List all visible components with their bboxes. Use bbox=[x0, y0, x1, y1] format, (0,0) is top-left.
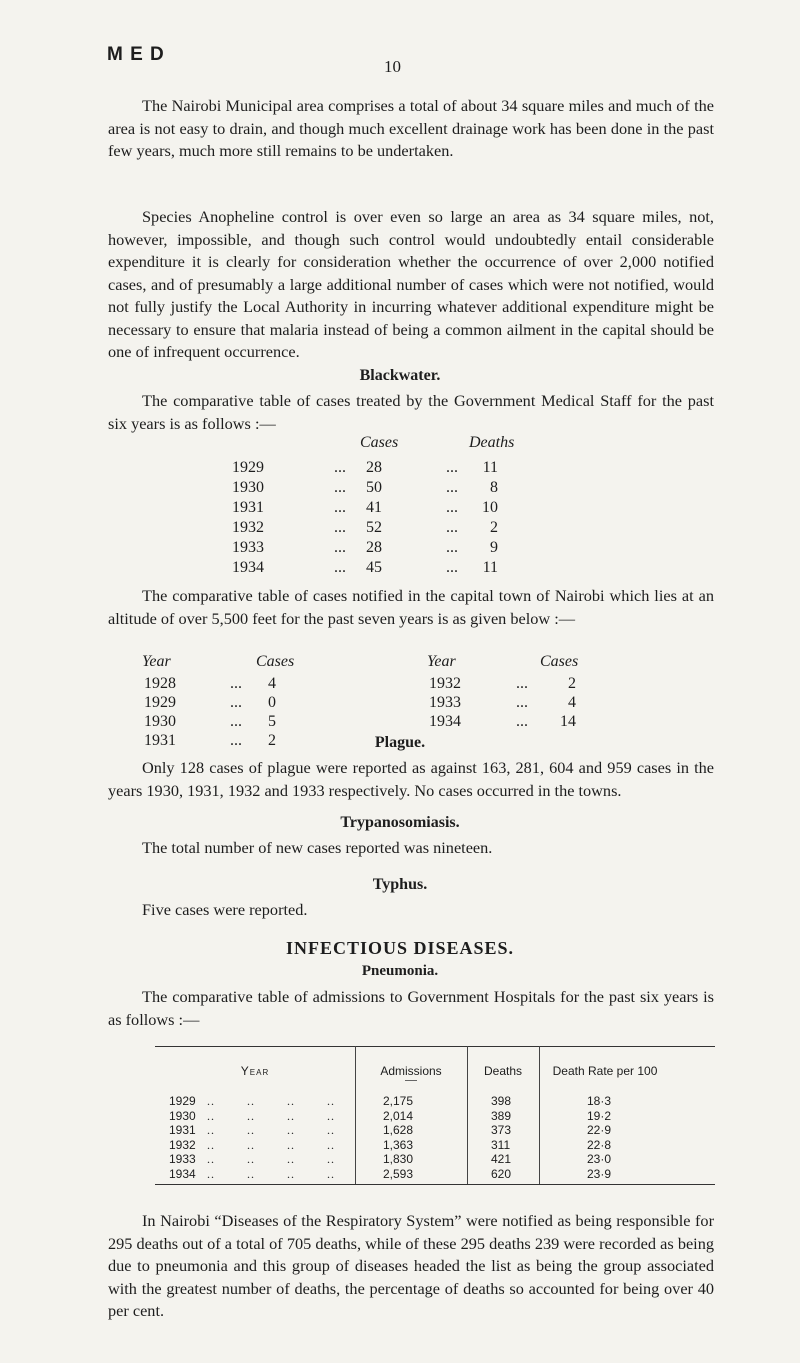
blackwater-intro2 bbox=[108, 585, 714, 630]
blackwater-row-dots-1: ... bbox=[334, 519, 346, 536]
admissions-row-deaths: 389 bbox=[491, 1108, 512, 1123]
blackwater-intro bbox=[108, 390, 714, 435]
page-number: 10 bbox=[384, 57, 401, 76]
section-mark: M E D bbox=[107, 44, 165, 65]
blackwater-row-year: 1933 bbox=[232, 539, 264, 556]
blackwater-row-year: 1934 bbox=[232, 559, 264, 576]
col-header-year-left: Year bbox=[142, 653, 171, 670]
admissions-row-year: 1929 bbox=[169, 1094, 196, 1108]
blackwater-row-dots-1: ... bbox=[334, 559, 346, 576]
admissions-row-deaths: 311 bbox=[491, 1137, 511, 1152]
blackwater-row-deaths: 8 bbox=[490, 479, 498, 496]
town-row-dots-left: ... bbox=[230, 675, 242, 692]
paragraph-anopheline bbox=[108, 206, 714, 364]
paragraph-drainage-text: The Nairobi Municipal area comprises a total of about 34 square miles and much of the area is not easy to drain, and though much excellent drainage work has been done in the past few years, much more still remains to be undertaken. bbox=[108, 96, 714, 160]
admissions-row-year: 1932 bbox=[169, 1137, 196, 1152]
admissions-row-year: 1933 bbox=[169, 1152, 196, 1166]
admissions-row-deaths: 398 bbox=[491, 1094, 512, 1108]
blackwater-row-dots-1: ... bbox=[334, 499, 346, 516]
admissions-row-rate: 19·2 bbox=[587, 1108, 612, 1123]
town-row-cases-left: 0 bbox=[268, 694, 276, 711]
town-row-year-left: 1929 bbox=[144, 694, 176, 711]
trypanosomiasis-text bbox=[108, 837, 714, 860]
pneumonia-closing bbox=[108, 1210, 714, 1323]
admissions-row-admissions: 2,593 bbox=[383, 1166, 414, 1181]
blackwater-row-cases: 50 bbox=[366, 479, 382, 496]
col-header-cases: Cases bbox=[360, 434, 399, 451]
blackwater-row-dots-2: ... bbox=[446, 519, 458, 536]
admissions-table bbox=[155, 1046, 715, 1186]
admissions-row-leader: .. .. .. .. bbox=[207, 1152, 335, 1166]
admissions-row-rate: 22·9 bbox=[587, 1123, 612, 1137]
admissions-header-rate: Death Rate per 100 bbox=[552, 1064, 658, 1078]
admissions-row-admissions: 1,628 bbox=[383, 1123, 414, 1137]
admissions-row-leader: .. .. .. .. bbox=[207, 1166, 335, 1181]
admissions-row-deaths: 620 bbox=[491, 1166, 512, 1181]
town-row-year-right: 1932 bbox=[429, 675, 461, 692]
admissions-row-admissions: 1,830 bbox=[383, 1152, 414, 1166]
town-row-dots-right: ... bbox=[516, 713, 528, 730]
blackwater-row-year: 1931 bbox=[232, 499, 264, 516]
blackwater-row-cases: 45 bbox=[366, 559, 382, 576]
blackwater-row-deaths: 11 bbox=[482, 459, 498, 476]
admissions-row-leader: .. .. .. .. bbox=[207, 1094, 335, 1108]
col-header-year-right: Year bbox=[427, 653, 456, 670]
col-header-deaths: Deaths bbox=[469, 434, 515, 451]
town-row-year-left: 1930 bbox=[144, 713, 176, 730]
col-header-cases-right: Cases bbox=[540, 653, 579, 670]
blackwater-row-dots-1: ... bbox=[334, 459, 346, 476]
town-row-dots-left: ... bbox=[230, 713, 242, 730]
blackwater-row-dots-2: ... bbox=[446, 499, 458, 516]
admissions-row-year: 1930 bbox=[169, 1108, 196, 1123]
blackwater-row-deaths: 2 bbox=[490, 519, 498, 536]
admissions-row-leader: .. .. .. .. bbox=[207, 1123, 335, 1137]
blackwater-table bbox=[0, 434, 800, 584]
pneumonia-intro-text: The comparative table of admissions to Government Hospitals for the past six years is as follows :— bbox=[108, 987, 714, 1029]
admissions-row-rate: 23·9 bbox=[587, 1166, 612, 1181]
admissions-row-rate: 22·8 bbox=[587, 1137, 612, 1152]
admissions-header-deaths: Deaths bbox=[483, 1064, 523, 1078]
blackwater-row-dots-2: ... bbox=[446, 459, 458, 476]
town-row-year-right: 1933 bbox=[429, 694, 461, 711]
heading-plague: Plague. bbox=[374, 734, 426, 751]
admissions-row-admissions: 2,175 bbox=[383, 1094, 414, 1108]
blackwater-row-deaths: 10 bbox=[482, 499, 498, 516]
paragraph-drainage bbox=[108, 95, 714, 163]
paragraph-anopheline-text: Species Anopheline control is over even so large an area as 34 square miles, not, however, impossible, and though such control would undoubtedly entail considerable expenditure it is clearly for consideration whether the occurrence of over 2,000 notified cases, and of presumably a large additional number of cases which were not notified, would not fully justify the Local Authority in incurring whatever additional expenditure might be necessary to ensure that malaria instead of being a common ailment in the capital should be one of infrequent occurrence. bbox=[108, 207, 714, 361]
admissions-header-year: Year bbox=[240, 1064, 270, 1078]
blackwater-row-deaths: 11 bbox=[482, 559, 498, 576]
blackwater-row-dots-2: ... bbox=[446, 559, 458, 576]
admissions-row-deaths: 421 bbox=[491, 1152, 512, 1166]
admissions-row-admissions: 2,014 bbox=[383, 1108, 414, 1123]
blackwater-row-year: 1932 bbox=[232, 519, 264, 536]
town-row-dots-right: ... bbox=[516, 694, 528, 711]
heading-typhus: Typhus. bbox=[372, 876, 428, 893]
blackwater-row-cases: 28 bbox=[366, 539, 382, 556]
pneumonia-closing-text: In Nairobi “Diseases of the Respiratory System” were notified as being responsible for 295 deaths out of a total of 705 deaths, while of these 295 deaths 239 were recorded as being due to pneumonia and this group of diseases headed the list as being the group associated with the greatest number of deaths, the percentage of deaths so accounted for being over 40 per cent. bbox=[108, 1211, 714, 1320]
town-row-cases-left: 4 bbox=[268, 675, 276, 692]
blackwater-intro2-text: The comparative table of cases notified in the capital town of Nairobi which lies at an altitude of over 5,500 feet for the past seven years is as given below :— bbox=[108, 586, 714, 628]
town-row-year-right: 1934 bbox=[429, 713, 461, 730]
town-row-dots-right: ... bbox=[516, 675, 528, 692]
admissions-row-leader: .. .. .. .. bbox=[207, 1108, 335, 1123]
town-row-cases-right: 14 bbox=[560, 713, 576, 730]
admissions-row-deaths: 373 bbox=[491, 1123, 512, 1137]
plague-text-body: Only 128 cases of plague were reported as against 163, 281, 604 and 959 cases in the years 1930, 1931, 1932 and 1933 respectively. No cases occurred in the towns. bbox=[108, 758, 714, 800]
pneumonia-intro bbox=[108, 986, 714, 1031]
heading-blackwater: Blackwater. bbox=[359, 367, 441, 384]
town-row-cases-right: 2 bbox=[568, 675, 576, 692]
trypanosomiasis-text-body: The total number of new cases reported was nineteen. bbox=[142, 838, 493, 857]
admissions-row-year: 1931 bbox=[169, 1123, 196, 1137]
typhus-text bbox=[108, 899, 714, 922]
admissions-row-rate: 23·0 bbox=[587, 1152, 612, 1166]
admissions-row-rate: 18·3 bbox=[587, 1094, 612, 1108]
town-row-dots-left: ... bbox=[230, 732, 242, 749]
col-header-cases-left: Cases bbox=[256, 653, 295, 670]
town-row-year-left: 1928 bbox=[144, 675, 176, 692]
heading-trypanosomiasis: Trypanosomiasis. bbox=[340, 814, 460, 831]
admissions-header-admissions: Admissions bbox=[380, 1064, 442, 1078]
blackwater-row-dots-2: ... bbox=[446, 479, 458, 496]
admissions-row-leader: .. .. .. .. bbox=[207, 1137, 335, 1152]
admissions-row-year: 1934 bbox=[169, 1166, 196, 1181]
admissions-row-admissions: 1,363 bbox=[383, 1137, 414, 1152]
blackwater-row-dots-1: ... bbox=[334, 479, 346, 496]
town-row-cases-left: 2 bbox=[268, 732, 276, 749]
blackwater-row-year: 1929 bbox=[232, 459, 264, 476]
town-row-cases-left: 5 bbox=[268, 713, 276, 730]
plague-text bbox=[108, 757, 714, 802]
heading-pneumonia: Pneumonia. bbox=[361, 963, 439, 979]
blackwater-row-cases: 52 bbox=[366, 519, 382, 536]
town-row-year-left: 1931 bbox=[144, 732, 176, 749]
typhus-text-body: Five cases were reported. bbox=[142, 900, 308, 919]
heading-infectious-diseases: INFECTIOUS DISEASES. bbox=[285, 938, 515, 958]
town-row-dots-left: ... bbox=[230, 694, 242, 711]
blackwater-row-year: 1930 bbox=[232, 479, 264, 496]
town-row-cases-right: 4 bbox=[568, 694, 576, 711]
blackwater-row-deaths: 9 bbox=[490, 539, 498, 556]
blackwater-row-dots-1: ... bbox=[334, 539, 346, 556]
blackwater-row-dots-2: ... bbox=[446, 539, 458, 556]
blackwater-row-cases: 28 bbox=[366, 459, 382, 476]
blackwater-intro-text: The comparative table of cases treated by the Government Medical Staff for the past six years is as follows :— bbox=[108, 391, 714, 433]
blackwater-row-cases: 41 bbox=[366, 499, 382, 516]
